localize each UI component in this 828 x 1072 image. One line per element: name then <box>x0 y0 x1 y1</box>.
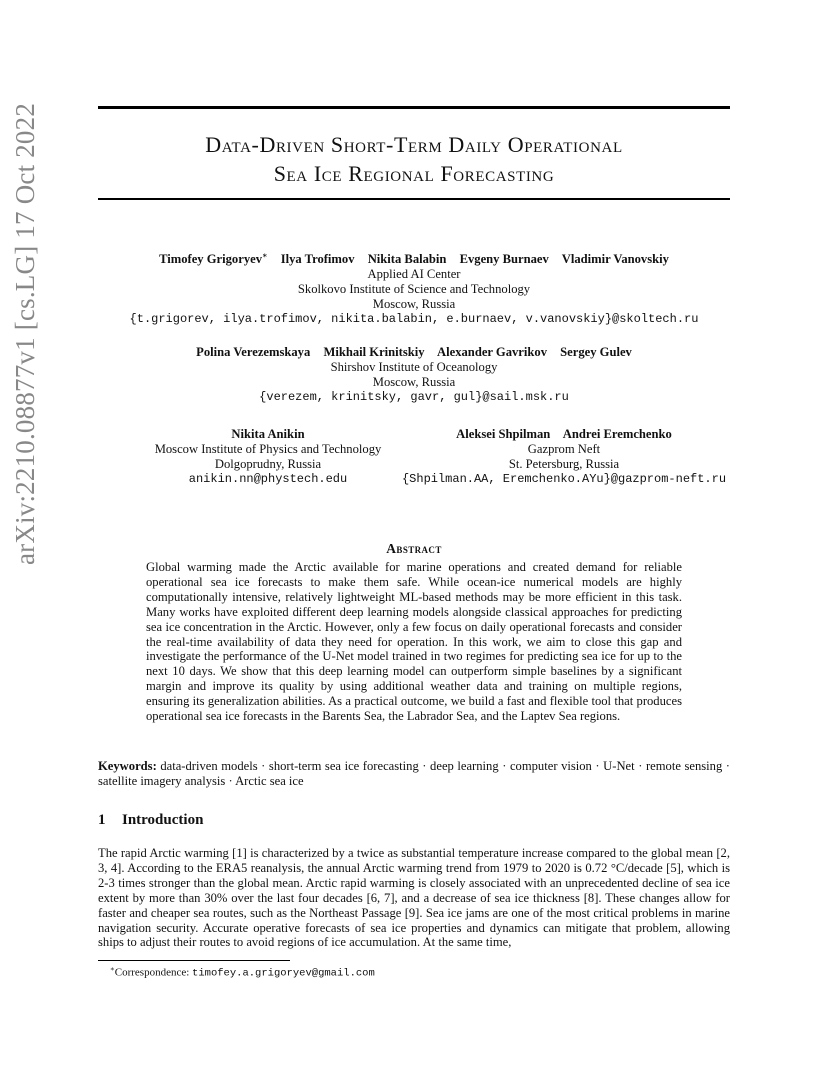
author-name: Timofey Grigoryev <box>159 252 263 267</box>
affiliation: Moscow, Russia <box>372 297 456 312</box>
arxiv-stamp-text: arXiv:2210.08877v1 [cs.LG] 17 Oct 2022 <box>10 102 40 565</box>
author-name: Vladimir Vanovskiy <box>561 252 669 267</box>
keywords <box>98 759 730 789</box>
author-name: Nikita Balabin <box>367 252 447 267</box>
author-name: Aleksei Shpilman <box>456 427 551 441</box>
author-group-gazprom <box>384 427 744 487</box>
author-name: Alexander Gavrikov <box>437 345 547 359</box>
abstract-text: Global warming made the Arctic available for marine operations and created demand for reliable operational sea ice forecasts to make them safe. While ocean-ice numerical models are highly computationally intensive, relatively lightweight ML-based methods may be more efficient in this task. Many works have exploited different deep learning models alongside classical approaches for predicting sea ice concentration in the Arctic. However, only a few focus on daily operational forecasts and consider the real-time availability of data they need for operation. In this work, we aim to close this gap and investigate the performance of the U-Net model trained in two regimes for predicting sea ice for up to the next 10 days. We show that this deep learning model can outperform simple baselines by a significant margin and improve its quality by using additional weather data and training on multiple regions, ensuring its generalization abilities. As a practical outcome, we build a fast and flexible tool that produces operational sea ice forecasts in the Barents Sea, the Labrador Sea, and the Laptev Sea regions. <box>146 560 682 724</box>
affiliation: Moscow, Russia <box>372 375 456 389</box>
email-link[interactable]: anikin.nn@phystech.edu <box>188 472 348 486</box>
author-list <box>98 345 730 360</box>
paper-title <box>98 130 730 188</box>
author-name: Ilya Trofimov <box>280 252 355 267</box>
author-name: Evgeny Burnaev <box>459 252 549 267</box>
keywords-label: Keywords: <box>98 759 157 773</box>
email-link[interactable]: {Shpilman.AA, Eremchenko.AYu}@gazprom-neft.ru <box>401 472 727 486</box>
affiliation: Shirshov Institute of Oceanology <box>330 360 498 374</box>
affiliation: St. Petersburg, Russia <box>508 457 620 471</box>
affiliation: Applied AI Center <box>367 267 461 282</box>
title-line-2: Sea Ice Regional Forecasting <box>273 161 555 186</box>
footnote-rule <box>98 960 290 961</box>
affiliation: Dolgoprudny, Russia <box>214 457 322 471</box>
affiliation: Gazprom Neft <box>527 442 601 456</box>
keywords-text: data-driven models · short-term sea ice forecasting · deep learning · computer vision · U-Net · remote sensing · satellite imagery analysis · Arctic sea ice <box>98 759 730 788</box>
author-list <box>384 427 744 442</box>
section-body: The rapid Arctic warming [1] is characterized by a twice as substantial temperature increase compared to the global mean [2, 3, 4]. According to the ERA5 reanalysis, the annual Arctic warming trend from 1979 to 2020 is 0.72 °C/decade [5], which is 2-3 times stronger than the global mean. Arctic rapid warming is closely associated with an unprecedented decline of sea ice extent by more than 30% over the last four decades [6, 7], and a decrease of sea ice thickness [8]. These changes allow for faster and cheaper sea routes, such as the Northeast Passage [9]. Sea ice jams are one of the most critical problems in marine navigation security. Accurate operative forecasts of sea ice properties and dynamics can mitigate that problem, allowing ships to adjust their routes to avoid regions of ice accumulation. At the same time, <box>98 846 730 950</box>
author-name: Nikita Anikin <box>231 427 305 441</box>
author-group-skoltech <box>98 248 730 327</box>
footnote-label: Correspondence: <box>114 966 193 979</box>
footnote-mark: ∗ <box>110 965 115 973</box>
author-name: Andrei Eremchenko <box>562 427 672 441</box>
section-title: Introduction <box>122 812 204 828</box>
title-bottom-rule <box>98 198 730 200</box>
section-number: 1 <box>98 812 106 828</box>
title-line-1: Data-Driven Short-Term Daily Operational <box>205 132 623 157</box>
email-link[interactable]: {t.grigorev, ilya.trofimov, nikita.balabin, e.burnaev, v.vanovskiy}@skoltech.ru <box>129 312 699 327</box>
footnote <box>110 963 375 981</box>
author-name: Mikhail Krinitskiy <box>323 345 425 359</box>
abstract-heading: Abstract <box>386 541 442 556</box>
title-top-rule <box>98 106 730 109</box>
footnote-mark: ∗ <box>262 251 268 260</box>
section-heading <box>98 812 203 829</box>
author-group-shirshov <box>98 345 730 405</box>
email-link[interactable]: {verezem, krinitsky, gavr, gul}@sail.msk.ru <box>259 390 569 404</box>
affiliation: Skolkovo Institute of Science and Technology <box>297 282 531 297</box>
author-name: Polina Verezemskaya <box>196 345 311 359</box>
footnote-email-link[interactable]: timofey.a.grigoryev@gmail.com <box>192 967 375 980</box>
author-list <box>98 248 730 267</box>
affiliation: Moscow Institute of Physics and Technology <box>154 442 382 456</box>
author-name: Sergey Gulev <box>560 345 632 359</box>
